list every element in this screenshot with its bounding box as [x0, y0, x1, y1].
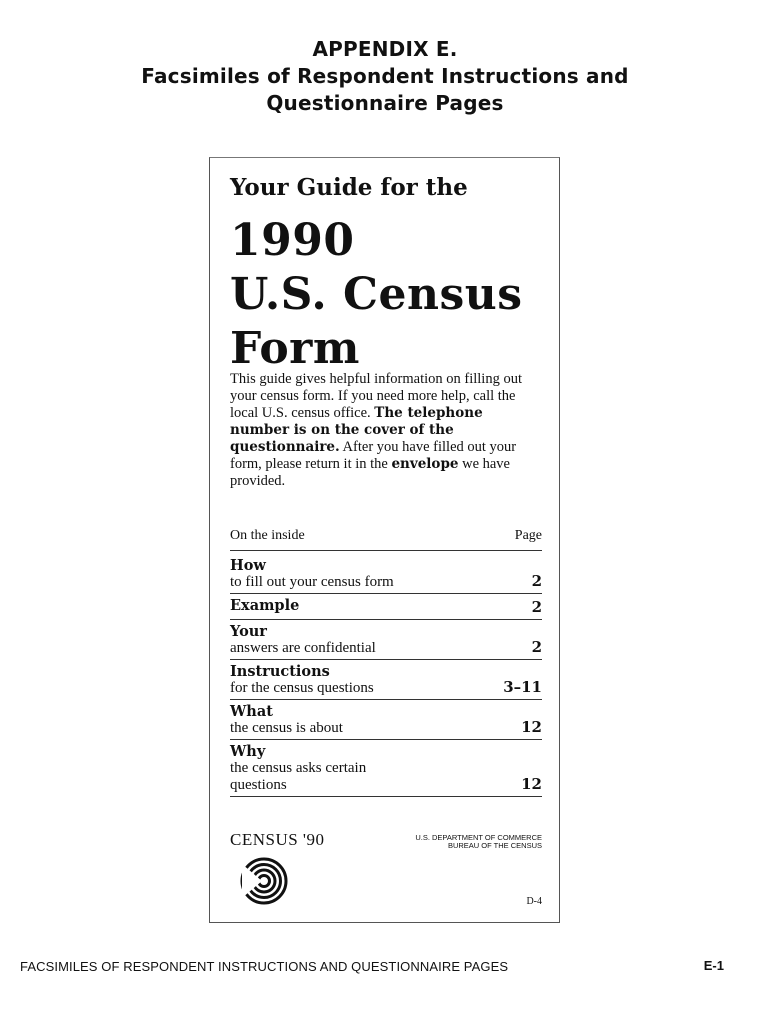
toc-row: [230, 554, 542, 594]
intro-bold-envelope: envelope: [391, 456, 459, 472]
census-90-mark: CENSUS '90: [230, 830, 325, 849]
appendix-header: [0, 36, 770, 117]
toc-row-page: 3–11: [503, 678, 542, 696]
form-code: D-4: [526, 896, 542, 907]
appendix-title: APPENDIX E.: [312, 37, 458, 61]
page-number: E-1: [703, 958, 724, 973]
toc-row-title: How: [230, 557, 266, 574]
agency-name: [415, 834, 542, 850]
toc-left-header: On the inside: [230, 528, 305, 543]
toc-row: [230, 700, 542, 740]
intro-bold-phone: The telephone number is on the cover of the questionnaire.: [230, 405, 483, 455]
guide-subtitle: Your Guide for the: [230, 174, 468, 201]
census-swirl-icon: [240, 856, 288, 911]
toc-row-page: 2: [531, 572, 542, 590]
toc-row-page: 12: [521, 775, 542, 793]
table-of-contents: [230, 554, 542, 797]
toc-row-page: 12: [521, 718, 542, 736]
guide-title: [230, 214, 523, 376]
toc-row-desc: answers are confidential: [230, 640, 376, 656]
toc-row-title: Instructions: [230, 663, 330, 680]
toc-row-page: 2: [531, 598, 542, 616]
toc-row-title: Your: [230, 623, 267, 640]
toc-row-desc: to fill out your census form: [230, 574, 394, 590]
guide-cover-panel: [209, 157, 560, 923]
toc-row-desc: the census is about: [230, 720, 343, 736]
toc-row: [230, 740, 542, 797]
toc-row-title: Example: [230, 597, 300, 614]
appendix-subtitle-line2: Questionnaire Pages: [266, 91, 504, 115]
agency-bureau: BUREAU OF THE CENSUS: [447, 841, 542, 850]
intro-text-2: After you have filled out your form, please return it in the: [230, 439, 517, 472]
toc-right-header: Page: [514, 528, 542, 543]
toc-row-title: What: [230, 703, 273, 720]
toc-row-desc: for the census questions: [230, 680, 374, 696]
intro-text-1: This guide gives helpful information on filling out your census form. If you need more help, call the local U.S. census office.: [230, 371, 522, 421]
toc-row: [230, 620, 542, 660]
agency-department: U.S. DEPARTMENT OF COMMERCE: [415, 833, 542, 842]
guide-title-year: 1990: [230, 215, 355, 266]
toc-row: [230, 660, 542, 700]
toc-row-title: Why: [230, 743, 266, 760]
page-footer: FACSIMILES OF RESPONDENT INSTRUCTIONS AND QUESTIONNAIRE PAGES: [20, 959, 509, 974]
guide-intro: [230, 371, 530, 490]
toc-header: [230, 528, 542, 551]
guide-title-census: U.S. Census: [230, 269, 523, 320]
appendix-subtitle-line1: Facsimiles of Respondent Instructions and: [141, 64, 629, 88]
toc-row-desc: the census asks certain questions: [230, 760, 367, 793]
toc-row: [230, 594, 542, 620]
intro-text-3: we have provided.: [230, 456, 510, 489]
guide-title-form: Form: [230, 323, 360, 374]
toc-row-page: 2: [531, 638, 542, 656]
